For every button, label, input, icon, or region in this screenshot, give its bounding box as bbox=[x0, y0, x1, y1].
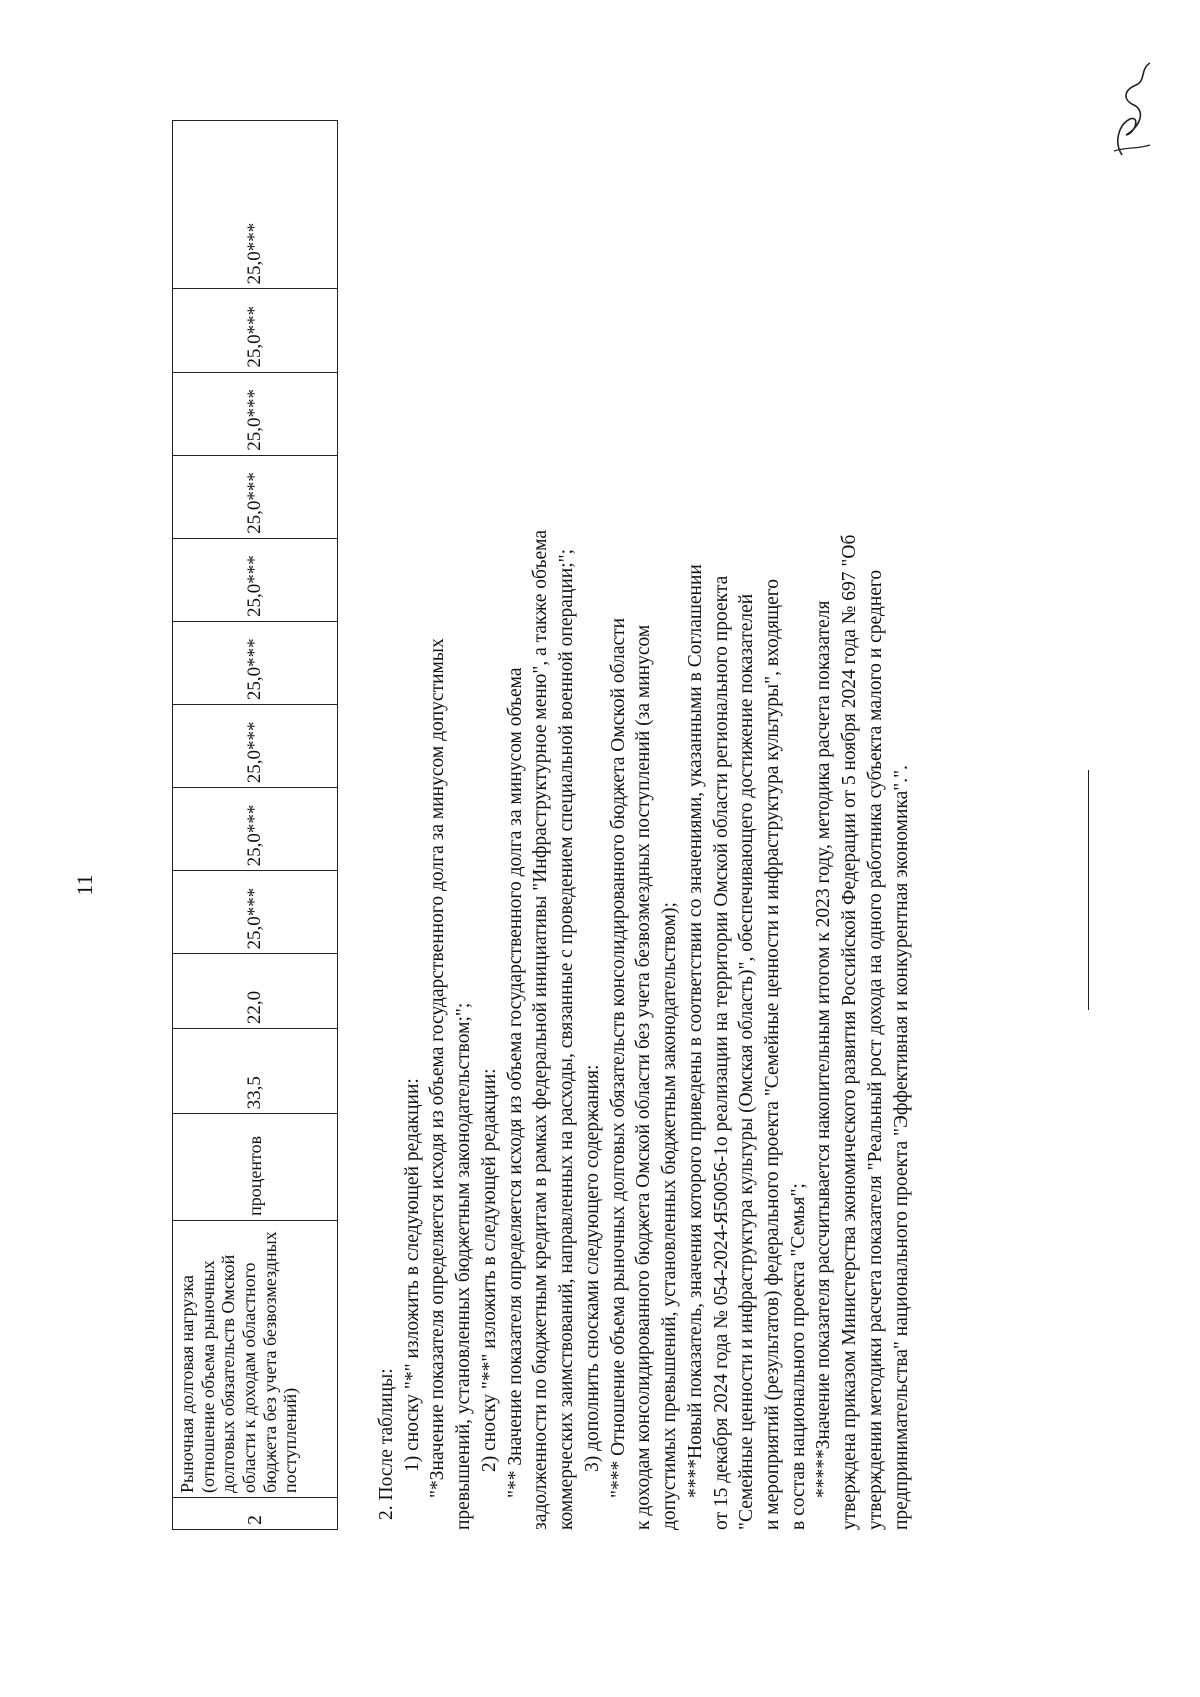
value-cell: 22,0 bbox=[173, 954, 338, 1029]
signature-icon bbox=[1100, 55, 1160, 165]
footnote-text-line: превышений, установленных бюджетным законодательством;"; bbox=[453, 1002, 475, 1530]
unit-cell: процентов bbox=[173, 1114, 338, 1221]
value-cell: 25,0*** bbox=[173, 622, 338, 705]
value-cell: 25,0*** bbox=[173, 705, 338, 788]
value-cell: 25,0*** bbox=[173, 289, 338, 372]
notes-heading: 2. После таблицы: bbox=[376, 1368, 397, 1520]
footnote-text-line: *****Значение показателя рассчитывается накопительным итогом к 2023 году, методика расчета показателя bbox=[813, 600, 835, 1498]
footnote-text-line: допустимых превышений, установленных бюджетным законодательством); bbox=[659, 902, 681, 1530]
indicator-name: Рыночная долговая нагрузка (отношение объема рыночных долговых обязательств Омской области к доходам областного бюджета без учета безвозмездных поступлений) bbox=[173, 1220, 338, 1497]
footnote-text-line: и мероприятий (результатов) федерального проекта "Семейные ценности и инфраструктура культуры", входящего bbox=[762, 578, 784, 1530]
footnote-text-line: в состав национального проекта "Семья"; bbox=[787, 1183, 809, 1530]
footnote-text-line: "*** Отношение объема рыночных долговых обязательств консолидированного бюджета Омской области bbox=[607, 617, 629, 1498]
footnote-text-line: утверждении методики расчета показателя "Реальный рост дохода на одного работника субъекта малого и среднего bbox=[864, 569, 886, 1530]
footnote-item-1: 1) сноску "*" изложить в следующей редакции: bbox=[401, 1078, 423, 1472]
rotated-content bbox=[172, 120, 1052, 1530]
value-cell: 25,0*** bbox=[173, 538, 338, 621]
value-cell: 25,0*** bbox=[173, 121, 338, 290]
value-cell: 25,0*** bbox=[173, 455, 338, 538]
footnote-text-line: задолженности по бюджетным кредитам в рамках федеральной инициативы "Инфраструктурное меню", а также объема bbox=[530, 529, 552, 1530]
end-rule bbox=[1088, 770, 1089, 1010]
footnote-item-3: 3) дополнить сносками следующего содержания: bbox=[581, 1064, 603, 1472]
footnote-text-line: предпринимательства" национального проекта "Эффективная и конкурентная экономика".". bbox=[890, 765, 912, 1530]
value-cell: 33,5 bbox=[173, 1029, 338, 1114]
indicators-table bbox=[172, 120, 338, 1530]
footnote-text-line: от 15 декабря 2024 года № 054-2024-Я50056-1о реализации на территории Омской области регионального проекта bbox=[710, 575, 732, 1530]
footnote-item-2: 2) сноску "**" изложить в следующей редакции: bbox=[478, 1068, 500, 1472]
footnote-text-line: коммерческих заимствований, направленных на расходы, связанные с проведением специальной военной операции;"; bbox=[556, 548, 578, 1530]
value-cell: 25,0*** bbox=[173, 372, 338, 455]
page-number: 11 bbox=[72, 874, 97, 896]
amendment-notes bbox=[374, 120, 914, 1530]
footnote-text-line: утверждена приказом Министерства экономического развития Российской Федерации от 5 ноября 2024 года № 697 "Об bbox=[839, 534, 861, 1530]
footnote-text-line: к доходам консолидированного бюджета Омской области без учета безвозмездных поступлений (за минусом bbox=[633, 624, 655, 1530]
footnote-text-line: "** Значение показателя определяется исходя из объема государственного долга за минусом объема bbox=[504, 667, 526, 1498]
footnote-text-line: ****Новый показатель, значения которого приведены в соответствии со значениями, указанными в Соглашении bbox=[684, 564, 706, 1498]
table-row bbox=[173, 121, 338, 1530]
value-cell: 25,0*** bbox=[173, 788, 338, 871]
value-cell: 25,0*** bbox=[173, 871, 338, 954]
footnote-text-line: "*Значение показателя определяется исходя из объема государственного долга за минусом допустимых bbox=[427, 638, 449, 1498]
footnote-text-line: "Семейные ценности и инфраструктура культуры (Омская область)", обеспечивающего достижение показателей bbox=[736, 593, 758, 1530]
row-number: 2 bbox=[173, 1498, 338, 1530]
